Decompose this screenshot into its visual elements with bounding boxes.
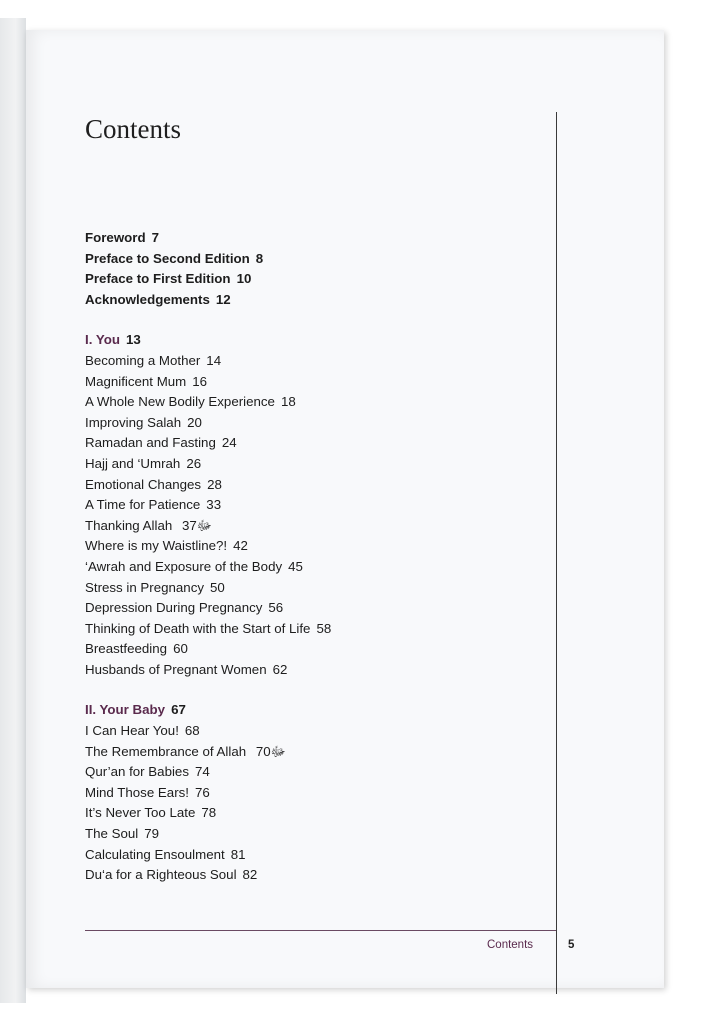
entry-page: 60 bbox=[173, 641, 188, 657]
section-your-baby bbox=[85, 700, 545, 885]
entry-label: Husbands of Pregnant Women bbox=[85, 661, 267, 677]
section-heading-page: 67 bbox=[171, 702, 186, 718]
toc-entry[interactable] bbox=[85, 762, 545, 783]
entry-page: 26 bbox=[186, 455, 202, 471]
facing-page-edge bbox=[0, 18, 26, 1003]
toc-entry-preface-first[interactable] bbox=[85, 269, 545, 290]
entry-label: Hajj and ‘Umrah bbox=[85, 455, 181, 471]
entry-page: 8 bbox=[255, 250, 264, 266]
toc-entry[interactable] bbox=[85, 824, 545, 845]
entry-label: Du‘a for a Righteous Soul bbox=[85, 867, 237, 883]
toc-entry[interactable] bbox=[85, 742, 545, 763]
toc-entry[interactable] bbox=[85, 721, 545, 742]
toc-entry[interactable] bbox=[85, 413, 545, 434]
section-you bbox=[85, 330, 545, 680]
entry-label: The Soul bbox=[85, 826, 139, 842]
entry-page: 14 bbox=[206, 352, 222, 368]
entry-page: 18 bbox=[280, 394, 296, 410]
entry-label: Thinking of Death with the Start of Life bbox=[85, 620, 311, 636]
entry-page: 37 bbox=[181, 517, 197, 533]
footer-rule bbox=[85, 930, 556, 931]
toc-entry[interactable] bbox=[85, 865, 545, 886]
toc-entry-foreword[interactable] bbox=[85, 228, 545, 249]
entry-page: 33 bbox=[206, 497, 222, 513]
toc-entry[interactable] bbox=[85, 578, 545, 599]
entry-page: 42 bbox=[233, 538, 248, 554]
entry-page: 10 bbox=[236, 271, 252, 287]
entry-label: Qur’an for Babies bbox=[85, 764, 189, 780]
entry-label: I Can Hear You! bbox=[85, 723, 179, 739]
entry-label: Acknowledgements bbox=[85, 291, 210, 307]
entry-label: Preface to First Edition bbox=[85, 271, 231, 287]
entry-page: 24 bbox=[221, 435, 237, 451]
entry-page: 68 bbox=[184, 723, 200, 739]
entry-label: Magnificent Mum bbox=[85, 373, 187, 389]
entry-page: 76 bbox=[194, 784, 210, 800]
vertical-rule bbox=[556, 112, 557, 994]
toc-entry[interactable] bbox=[85, 783, 545, 804]
entry-label: Thanking Allah ﷻ bbox=[85, 517, 212, 533]
toc-entry[interactable] bbox=[85, 598, 545, 619]
entry-label: A Whole New Bodily Experience bbox=[85, 394, 275, 410]
front-matter-list bbox=[85, 228, 545, 310]
entry-page: 62 bbox=[272, 661, 288, 677]
toc-entry[interactable] bbox=[85, 392, 545, 413]
toc-entry[interactable] bbox=[85, 516, 545, 537]
spacer bbox=[85, 310, 545, 330]
section-heading-label: II. Your Baby bbox=[85, 702, 166, 718]
toc-entry[interactable] bbox=[85, 639, 545, 660]
toc-entry[interactable] bbox=[85, 372, 545, 393]
entry-label: Improving Salah bbox=[85, 414, 182, 430]
toc-entry[interactable] bbox=[85, 475, 545, 496]
toc-entry[interactable] bbox=[85, 433, 545, 454]
section-heading-page: 13 bbox=[125, 332, 141, 348]
entry-page: 7 bbox=[151, 230, 159, 245]
toc-entry[interactable] bbox=[85, 557, 545, 578]
entry-label: Where is my Waistline?! bbox=[85, 538, 228, 554]
toc-entry-acknowledgements[interactable] bbox=[85, 290, 545, 311]
spacer bbox=[85, 680, 545, 700]
entry-page: 79 bbox=[144, 826, 160, 842]
entry-label: Breastfeeding bbox=[85, 641, 168, 657]
toc-entry[interactable] bbox=[85, 495, 545, 516]
entry-page: 56 bbox=[268, 600, 284, 616]
toc-entry[interactable] bbox=[85, 619, 545, 640]
page-title: Contents bbox=[85, 114, 182, 144]
entry-page: 12 bbox=[215, 291, 231, 307]
entry-page: 45 bbox=[288, 558, 303, 574]
entry-label: A Time for Patience bbox=[85, 497, 201, 513]
entry-label: ‘Awrah and Exposure of the Body bbox=[85, 558, 283, 574]
toc-entry[interactable] bbox=[85, 803, 545, 824]
entry-page: 16 bbox=[192, 373, 208, 389]
section-heading-label: I. You bbox=[85, 332, 120, 348]
entry-page: 50 bbox=[210, 579, 225, 595]
entry-page: 28 bbox=[207, 476, 222, 492]
entry-label: Depression During Pregnancy bbox=[85, 600, 263, 616]
entry-page: 20 bbox=[187, 414, 202, 430]
toc-entry[interactable] bbox=[85, 536, 545, 557]
entry-label: Foreword bbox=[85, 230, 146, 245]
toc-entry[interactable] bbox=[85, 660, 545, 681]
entry-label: Emotional Changes bbox=[85, 476, 202, 492]
entry-label: Stress in Pregnancy bbox=[85, 579, 204, 595]
page-number: 5 bbox=[568, 939, 575, 951]
entry-label: Calculating Ensoulment bbox=[85, 846, 225, 862]
toc-entry-preface-second[interactable] bbox=[85, 249, 545, 270]
entry-page: 58 bbox=[316, 620, 332, 636]
table-of-contents bbox=[85, 228, 545, 886]
running-footer-label: Contents bbox=[487, 939, 534, 951]
entry-page: 78 bbox=[201, 805, 217, 821]
entry-page: 82 bbox=[242, 867, 258, 883]
toc-entry[interactable] bbox=[85, 351, 545, 372]
section-heading[interactable] bbox=[85, 330, 545, 351]
section-heading[interactable] bbox=[85, 700, 545, 721]
toc-entry[interactable] bbox=[85, 845, 545, 866]
entry-label: Ramadan and Fasting bbox=[85, 435, 216, 451]
entry-label: It’s Never Too Late bbox=[85, 805, 196, 821]
entry-label: The Remembrance of Allah ﷻ bbox=[85, 743, 286, 759]
entry-label: Becoming a Mother bbox=[85, 352, 201, 368]
toc-entry[interactable] bbox=[85, 454, 545, 475]
entry-label: Preface to Second Edition bbox=[85, 250, 250, 266]
entry-page: 81 bbox=[230, 846, 246, 862]
book-page bbox=[26, 30, 664, 988]
entry-label: Mind Those Ears! bbox=[85, 784, 189, 800]
entry-page: 70 bbox=[255, 743, 271, 759]
entry-page: 74 bbox=[194, 764, 210, 780]
